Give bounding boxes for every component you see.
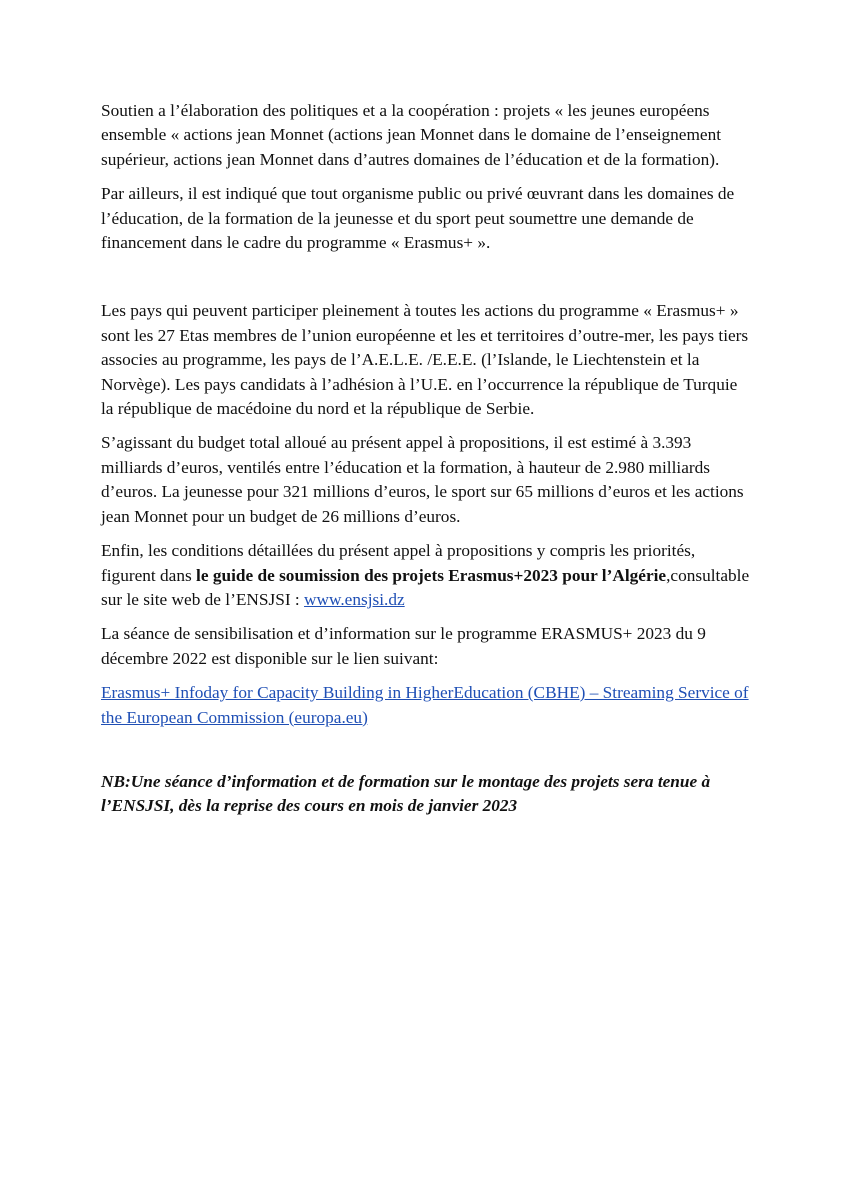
erasmus-infoday-link[interactable]: Erasmus+ Infoday for Capacity Building in HigherEducation (CBHE) – Streaming Service of the European Commission (europa.eu) — [101, 683, 749, 727]
paragraph-spacer — [101, 265, 751, 299]
paragraph-budget: S’agissant du budget total alloué au présent appel à propositions, il est estimé à 3.393 milliards d’euros, ventilés entre l’éducation et la formation, à hauteur de 2.980 milliards d’euros. La jeunesse pour 321 millions d’euros, le sport sur 65 millions d’euros et les actions jean Monnet pour un budget de 26 millions d’euros. — [101, 433, 744, 526]
paragraph-spacer — [101, 740, 751, 770]
paragraph-erasmus-actions: Soutien a l’élaboration des politiques et a la coopération : projets « les jeunes européens ensemble « actions jean Monnet (actions jean Monnet dans le domaine de l’enseignement supérieur, actions jean Monnet dans d’autres domaines de l’éducation et de la formation). — [101, 101, 722, 169]
guide-after-text: ,consultable sur le site web de l’ENSJSI : — [101, 565, 750, 609]
guide-intro-text: Enfin, les conditions détaillées du présent appel à propositions y compris les priorités, figurent dans — [101, 541, 696, 585]
paragraph-eligible-organisations: Par ailleurs, il est indiqué que tout organisme public ou privé œuvrant dans les domaines de l’éducation, de la formation de la jeunesse et du sport peut soumettre une demande de financement dans le cadre du programme « Erasmus+ ». — [101, 184, 735, 253]
ensjsi-website-link[interactable]: www.ensjsi.dz — [304, 589, 405, 609]
paragraph-infoday-session: La séance de sensibilisation et d’information sur le programme ERASMUS+ 2023 du 9 décembre 2022 est disponible sur le lien suivant: — [101, 624, 706, 668]
nb-notice: NB:Une séance d’information et de formation sur le montage des projets sera tenue à l’ENSJSI, dès la reprise des cours en mois de janvier 2023 — [101, 771, 711, 816]
document-body — [101, 99, 751, 829]
paragraph-participating-countries: Les pays qui peuvent participer pleinement à toutes les actions du programme « Erasmus+ » sont les 27 Etas membres de l’union européenne et les et territoires d’outre-mer, les pays tiers associes au programme, les pays de l’A.E.L.E. /E.E.E. (l’Islande, le Liechtenstein et la Norvège). Les pays candidats à l’adhésion à l’U.E. en l’occurrence la république de Turquie la république de macédoine du nord et la république de Serbie. — [101, 301, 749, 419]
paragraph-infoday-link — [101, 681, 751, 730]
guide-title-bold: le guide de soumission des projets Erasmus+2023 pour l’Algérie — [196, 565, 667, 585]
paragraph-guide-reference — [101, 539, 751, 612]
